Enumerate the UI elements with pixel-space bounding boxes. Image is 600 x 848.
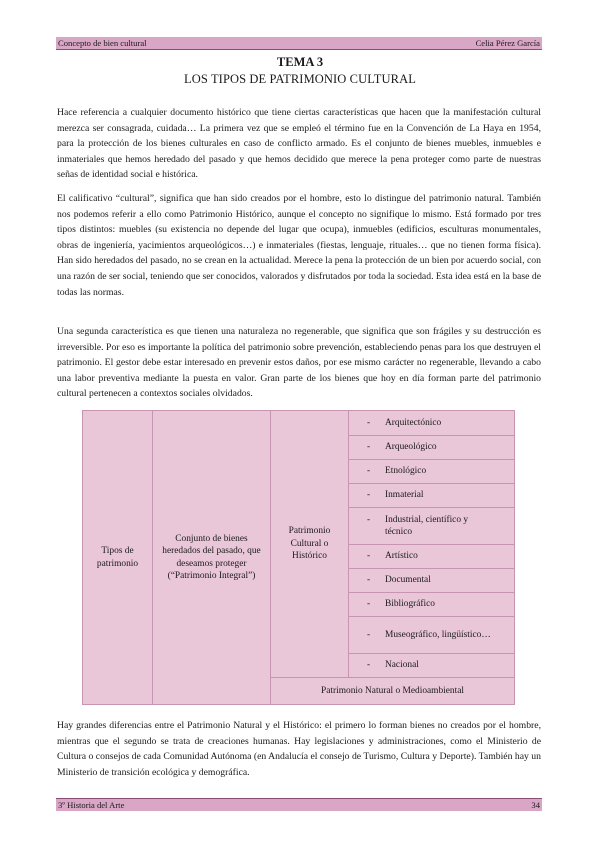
table-cell-cultural: Patrimonio Cultural o Histórico [271,411,349,678]
page-title: TEMA 3 [276,55,324,69]
paragraph-2: El calificativo “cultural”, significa que han sido creados por el hombre, esto lo distingue del patrimonio natural. También nos podemos referir a ello como Patrimonio Histórico, aunque el concepto no signifique lo mismo. Está formado por tres tipos distintos: muebles (su existencia no depende del lugar que ocupa), inmuebles (edificios, esculturas monumentales, obras de ingeniería, yacimientos arqueológicos…) e inmateriales (fiestas, lenguaje, rituales… que no tienen forma física). Han sido heredados del pasado, no se crean en la actualidad. Merece la pena la protección de un bien por acuerdo social, con una razón de ser social, teniendo que ser conocidos, valorados y disfrutados por toda la sociedad. Esta idea está en la base de todas las normas. [57,193,541,298]
page-number: 34 [531,800,540,810]
table-item: - Documental [349,569,515,593]
table-item: - Etnológico [349,460,515,484]
table-item: - Nacional [349,654,515,678]
table-cell-natural: Patrimonio Natural o Medioambiental [271,678,515,705]
heritage-types-table [82,410,515,705]
paragraph-3: Una segunda característica es que tienen una naturaleza no regenerable, que significa que son frágiles y su destrucción es irreversible. Por eso es importante la política del patrimonio sobre prevención, estableciendo penas para los que destruyen el patrimonio. El gestor debe estar interesado en prevenir estos daños, por ese mismo carácter no regenerable, llevando a cabo una labor preventiva mediante la puesta en valor. Gran parte de los bienes que hoy en día forman parte del patrimonio cultural pertenecen a contextos sociales olvidados. [57,326,541,400]
page-footer [56,798,542,811]
table-item: - Bibliográfico [349,593,515,617]
page-header [56,37,542,50]
table-item: - Inmaterial [349,484,515,508]
page-subtitle: LOS TIPOS DE PATRIMONIO CULTURAL [184,72,416,86]
header-author: Celia Pérez García [475,38,540,48]
header-course: Concepto de bien cultural [58,38,147,48]
table-item: - Arqueológico [349,436,515,460]
table-cell-definition: Conjunto de bienes heredados del pasado, que deseamos proteger (“Patrimonio Integral”) [153,411,271,705]
table-item: - Industrial, científico y técnico [349,508,515,545]
paragraph-4: Hay grandes diferencias entre el Patrimonio Natural y el Histórico: el primero lo forman bienes no creados por el hombre, mientras que el segundo se trata de creaciones humanas. Hay legislaciones y administraciones, como el Ministerio de Cultura o consejos de cada Comunidad Autónoma (en Andalucía el consejo de Turismo, Cultura y Deporte). También hay un Ministerio de transición ecológica y demográfica. [57,720,541,778]
table-item: - Arquitectónico [349,411,515,436]
paragraph-1: Hace referencia a cualquier documento histórico que tiene ciertas características que hacen que la manifestación cultural merezca ser consagrada, cuidada… La primera vez que se empleó el término fue en la Convención de La Haya en 1954, para la protección de los bienes culturales en caso de conflicto armado. Es el conjunto de bienes muebles, inmuebles e inmateriales que hemos heredado del pasado y que hemos decidido que merece la pena proteger como parte de nuestras señas de identidad social e histórica. [57,107,541,181]
footer-course: 3º Historia del Arte [58,800,125,810]
table-item: - Artístico [349,545,515,569]
table-cell-types: Tipos de patrimonio [83,411,153,705]
table-item: - Museográfico, lingüístico… [349,617,515,654]
